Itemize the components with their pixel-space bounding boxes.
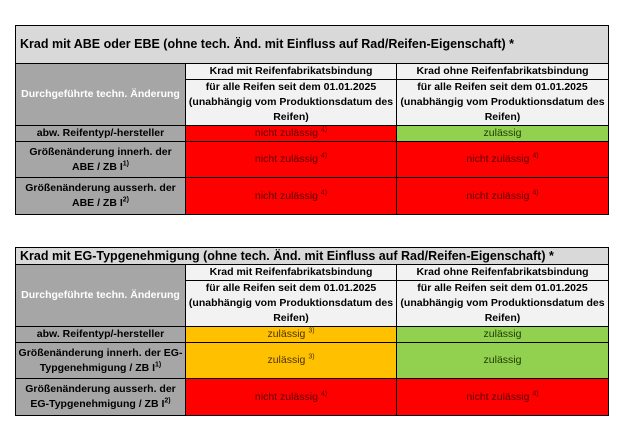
- row-label: abw. Reifentyp/-hersteller: [16, 327, 186, 343]
- abe-ebe-table: [15, 25, 609, 215]
- col1-subheader: für alle Reifen seit dem 01.01.2025 (unabhängig vom Produktionsdatum des Reifen): [186, 281, 397, 327]
- col1-header: Krad mit Reifenfabrikatsbindung: [186, 265, 397, 281]
- status-cell: nicht zulässig $^{4)}$: [397, 142, 609, 178]
- status-cell: zulässig: [397, 327, 609, 343]
- status-cell: nicht zulässig $^{4)}$: [397, 379, 609, 416]
- table-row: [16, 343, 609, 379]
- table-title: Krad mit ABE oder EBE (ohne tech. Änd. mit Einfluss auf Rad/Reifen-Eigenschaft) *: [16, 26, 609, 64]
- status-cell: zulässig $^{3)}$: [186, 343, 397, 379]
- status-cell: zulässig: [397, 343, 609, 379]
- table-row: [16, 126, 609, 142]
- col1-subheader: für alle Reifen seit dem 01.01.2025 (unabhängig vom Produktionsdatum des Reifen): [186, 80, 397, 126]
- col2-header: Krad ohne Reifenfabrikatsbindung: [397, 265, 609, 281]
- table-row: [16, 379, 609, 416]
- left-header: Durchgeführte techn. Änderung: [16, 265, 186, 327]
- status-cell: nicht zulässig $^{4)}$: [186, 142, 397, 178]
- col2-subheader: für alle Reifen seit dem 01.01.2025 (unabhängig vom Produktionsdatum des Reifen): [397, 281, 609, 327]
- row-label: Größenänderung innerh. der EG-Typgenehmigung / ZB $I^{1)}$: [16, 343, 186, 379]
- status-cell: nicht zulässig $^{4)}$: [186, 178, 397, 215]
- status-cell: nicht zulässig $^{4)}$: [186, 379, 397, 416]
- row-label: abw. Reifentyp/-hersteller: [16, 126, 186, 142]
- eg-typgenehmigung-table: [15, 247, 609, 416]
- table-row: [16, 327, 609, 343]
- table-title: Krad mit EG-Typgenehmigung (ohne tech. Änd. mit Einfluss auf Rad/Reifen-Eigenschaft) *: [16, 248, 609, 265]
- col2-subheader: für alle Reifen seit dem 01.01.2025 (unabhängig vom Produktionsdatum des Reifen): [397, 80, 609, 126]
- col1-header: Krad mit Reifenfabrikatsbindung: [186, 64, 397, 80]
- table-row: [16, 178, 609, 215]
- table-row: [16, 142, 609, 178]
- status-cell: nicht zulässig $^{4)}$: [186, 126, 397, 142]
- status-cell: zulässig: [397, 126, 609, 142]
- col2-header: Krad ohne Reifenfabrikatsbindung: [397, 64, 609, 80]
- row-label: Größenänderung ausserh. der EG-Typgenehmigung / ZB $I^{2)}$: [16, 379, 186, 416]
- row-label: Größenänderung innerh. der ABE / ZB $I^{1)}$: [16, 142, 186, 178]
- status-cell: nicht zulässig $^{4)}$: [397, 178, 609, 215]
- row-label: Größenänderung ausserh. der ABE / ZB $I^{2)}$: [16, 178, 186, 215]
- left-header: Durchgeführte techn. Änderung: [16, 64, 186, 126]
- status-cell: zulässig $^{3)}$: [186, 327, 397, 343]
